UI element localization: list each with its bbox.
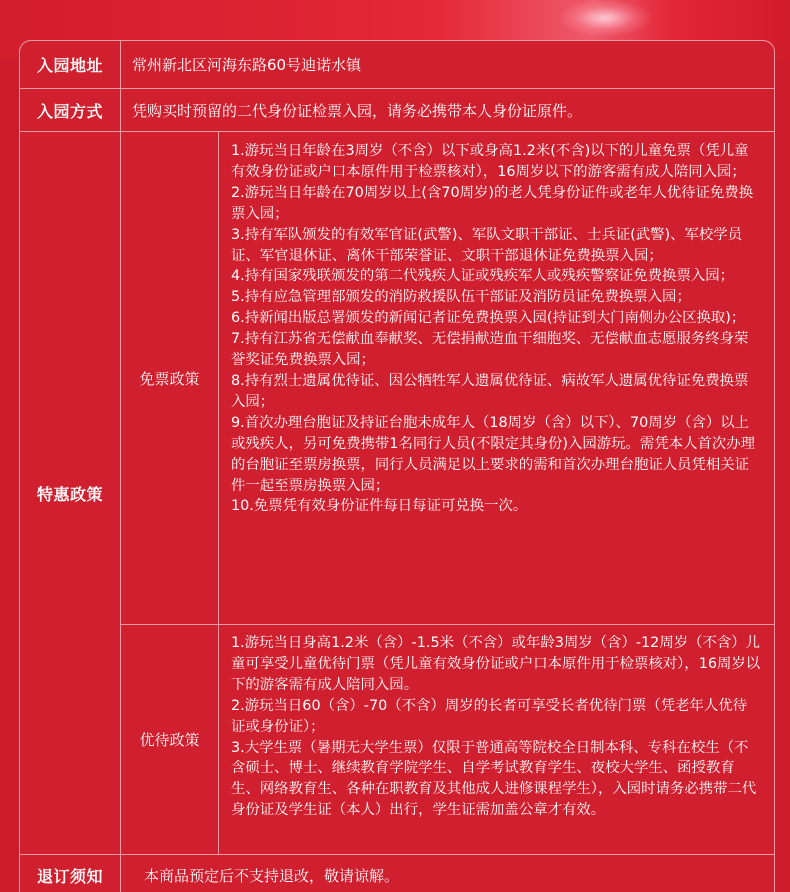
- list-item: 4.持有国家残联颁发的第二代残疾人证或残疾军人或残疾警察证免费换票入园；: [231, 268, 735, 285]
- discount-policy-label: 特惠政策: [20, 132, 121, 854]
- refund-value: 本商品预定后不支持退改，敬请谅解。: [144, 866, 400, 885]
- list-item: 2.游玩当日年龄在70周岁以上(含70周岁)的老人凭身份证件或老年人优待证免费换票入园；: [231, 184, 754, 222]
- address-value: 常州新北区河海东路60号迪诺水镇: [132, 56, 362, 74]
- info-table: [19, 40, 775, 892]
- list-item: 3.大学生票（暑期无大学生票）仅限于普通高等院校全日制本科、专科在校生（不含硕士、博士、继续教育学院学生、自学考试教育学生、夜校大学生、函授教育生、网络教育生、各种在职教育及其他成人进修课程学生），入园时请务必携带二代身份证及学生证（本人）出行，学生证需加盖公章才有效。: [231, 739, 757, 819]
- list-item: 1.游玩当日身高1.2米（含）-1.5米（不含）或年龄3周岁（含）-12周岁（不含）儿童可享受儿童优待门票（凭儿童有效身份证或户口本原件用于检票核对），16周岁以下的游客需有成人陪同入园。: [231, 635, 761, 693]
- list-item: 5.持有应急管理部颁发的消防救援队伍干部证及消防员证免费换票入园；: [231, 289, 691, 306]
- free-ticket-label: 免票政策: [121, 132, 219, 624]
- decorative-glow: [560, 0, 650, 36]
- list-item: 7.持有江苏省无偿献血奉献奖、无偿捐献造血干细胞奖、无偿献血志愿服务终身荣誉奖证免费换票入园；: [231, 331, 749, 369]
- list-item: 9.首次办理台胞证及持证台胞未成年人（18周岁（含）以下）、70周岁（含）以上或残疾人，另可免费携带1名同行人员(不限定其身份)入园游玩。需凭本人首次办理的台胞证至票房换票，同行人员满足以上要求的需和首次办理台胞证人员凭相关证件一起至票房换票入园；: [231, 414, 756, 494]
- refund-label: 退订须知: [20, 855, 121, 892]
- preferential-ticket-section: [121, 625, 774, 854]
- free-ticket-section: [121, 132, 774, 625]
- list-item: 2.游玩当日60（含）-70（不含）周岁的长者可享受长者优待门票（凭老年人优待证或身份证）；: [231, 697, 748, 735]
- list-item: 8.持有烈士遗属优待证、因公牺牲军人遗属优待证、病故军人遗属优待证免费换票入园；: [231, 372, 749, 410]
- free-ticket-list: [231, 141, 761, 517]
- preferential-ticket-label: 优待政策: [121, 625, 219, 854]
- discount-policy-row: [20, 132, 774, 855]
- address-row: [20, 41, 774, 89]
- list-item: 10.免票凭有效身份证件每日每证可兑换一次。: [231, 498, 528, 515]
- entry-method-value: 凭购买时预留的二代身份证检票入园，请务必携带本人身份证原件。: [132, 101, 583, 120]
- refund-row: [20, 855, 774, 892]
- list-item: 6.持新闻出版总署颁发的新闻记者证免费换票入园(持证到大门南侧办公区换取)；: [231, 310, 746, 327]
- preferential-ticket-list: [231, 633, 761, 821]
- entry-method-label: 入园方式: [20, 89, 121, 131]
- list-item: 3.持有军队颁发的有效军官证(武警)、军队文职干部证、士兵证(武警)、军校学员证、军官退休证、离休干部荣誉证、文职干部退休证免费换票入园；: [231, 226, 743, 264]
- list-item: 1.游玩当日年龄在3周岁（不含）以下或身高1.2米(不含)以下的儿童免票（凭儿童有效身份证或户口本原件用于检票核对），16周岁以下的游客需有成人陪同入园；: [231, 143, 749, 180]
- address-label: 入园地址: [20, 41, 121, 88]
- entry-method-row: [20, 89, 774, 132]
